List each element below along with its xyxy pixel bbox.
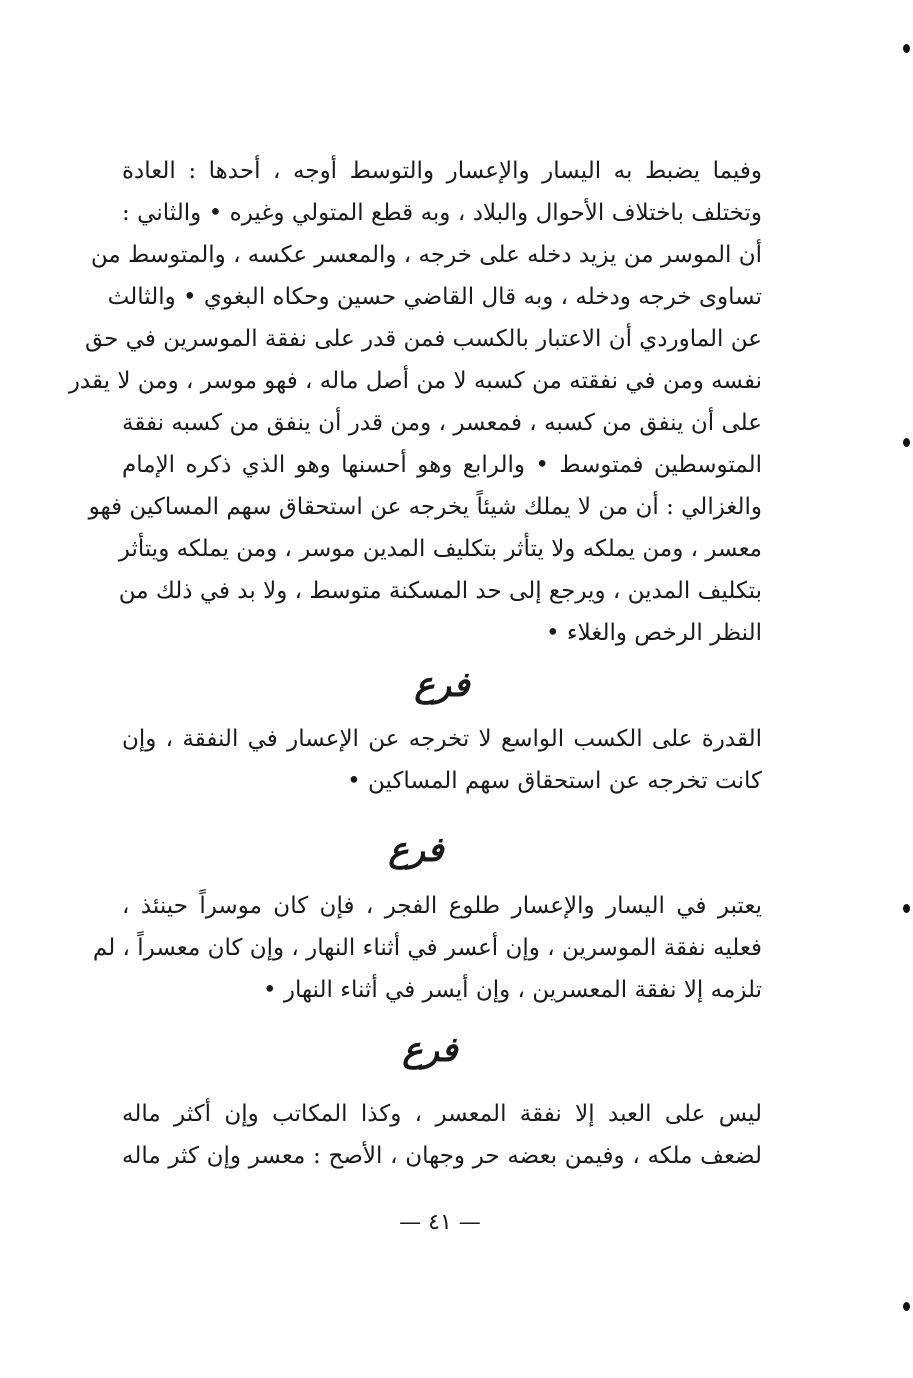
margin-mark bbox=[903, 438, 910, 447]
text-line: وفيما يضبط به اليسار والإعسار والتوسط أوجه ، أحدها : العادة bbox=[122, 158, 762, 184]
paragraph-2 bbox=[122, 718, 762, 802]
margin-mark bbox=[903, 44, 910, 53]
paragraph-3 bbox=[92, 885, 762, 1011]
text-line: ليس على العبد إلا نفقة المعسر ، وكذا المكاتب وإن أكثر ماله bbox=[122, 1101, 762, 1127]
text-line: عن الماوردي أن الاعتبار بالكسب فمن قدر على نفقة الموسرين في حق bbox=[84, 326, 762, 352]
text-line: على أن ينفق من كسبه ، فمعسر ، ومن قدر أن ينفق من كسبه نفقة bbox=[122, 410, 762, 436]
text-line: فعليه نفقة الموسرين ، وإن أعسر في أثناء النهار ، وإن كان معسراً ، لم bbox=[92, 935, 762, 961]
text-line: القدرة على الكسب الواسع لا تخرجه عن الإعسار في النفقة ، وإن bbox=[122, 726, 762, 752]
text-line: وتختلف باختلاف الأحوال والبلاد ، وبه قطع المتولي وغيره • والثاني : bbox=[122, 200, 762, 226]
text-line: نفسه ومن في نفقته من كسبه لا من أصل ماله ، فهو موسر ، ومن لا يقدر bbox=[68, 368, 762, 394]
section-heading: فرع bbox=[402, 1030, 458, 1070]
text-line: لضعف ملكه ، وفيمن بعضه حر وجهان ، الأصح : معسر وإن كثر ماله bbox=[122, 1143, 762, 1169]
text-line: المتوسطين فمتوسط • والرابع وهو أحسنها وهو الذي ذكره الإمام bbox=[122, 452, 762, 478]
section-heading: فرع bbox=[414, 665, 470, 705]
page-number: — ٤١ — bbox=[399, 1210, 481, 1235]
text-line: أن الموسر من يزيد دخله على خرجه ، والمعسر عكسه ، والمتوسط من bbox=[90, 242, 762, 268]
text-line: تساوى خرجه ودخله ، وبه قال القاضي حسين وحكاه البغوي • والثالث bbox=[107, 284, 762, 310]
text-line: معسر ، ومن يملكه ولا يتأثر بتكليف المدين موسر ، ومن يملكه ويتأثر bbox=[118, 536, 762, 562]
text-line: تلزمه إلا نفقة المعسرين ، وإن أيسر في أثناء النهار • bbox=[262, 977, 762, 1003]
section-heading: فرع bbox=[388, 830, 444, 870]
text-line: والغزالي : أن من لا يملك شيئاً يخرجه عن استحقاق سهم المساكين فهو bbox=[88, 494, 762, 520]
text-line: النظر الرخص والغلاء • bbox=[545, 620, 762, 646]
paragraph-1 bbox=[68, 150, 762, 654]
paragraph-4 bbox=[122, 1093, 762, 1177]
text-line: يعتبر في اليسار والإعسار طلوع الفجر ، فإن كان موسراً حينئذ ، bbox=[122, 893, 762, 919]
margin-mark bbox=[903, 904, 910, 913]
text-line: بتكليف المدين ، ويرجع إلى حد المسكنة متوسط ، ولا بد في ذلك من bbox=[118, 578, 762, 604]
margin-mark bbox=[903, 1302, 910, 1311]
text-line: كانت تخرجه عن استحقاق سهم المساكين • bbox=[347, 768, 762, 794]
